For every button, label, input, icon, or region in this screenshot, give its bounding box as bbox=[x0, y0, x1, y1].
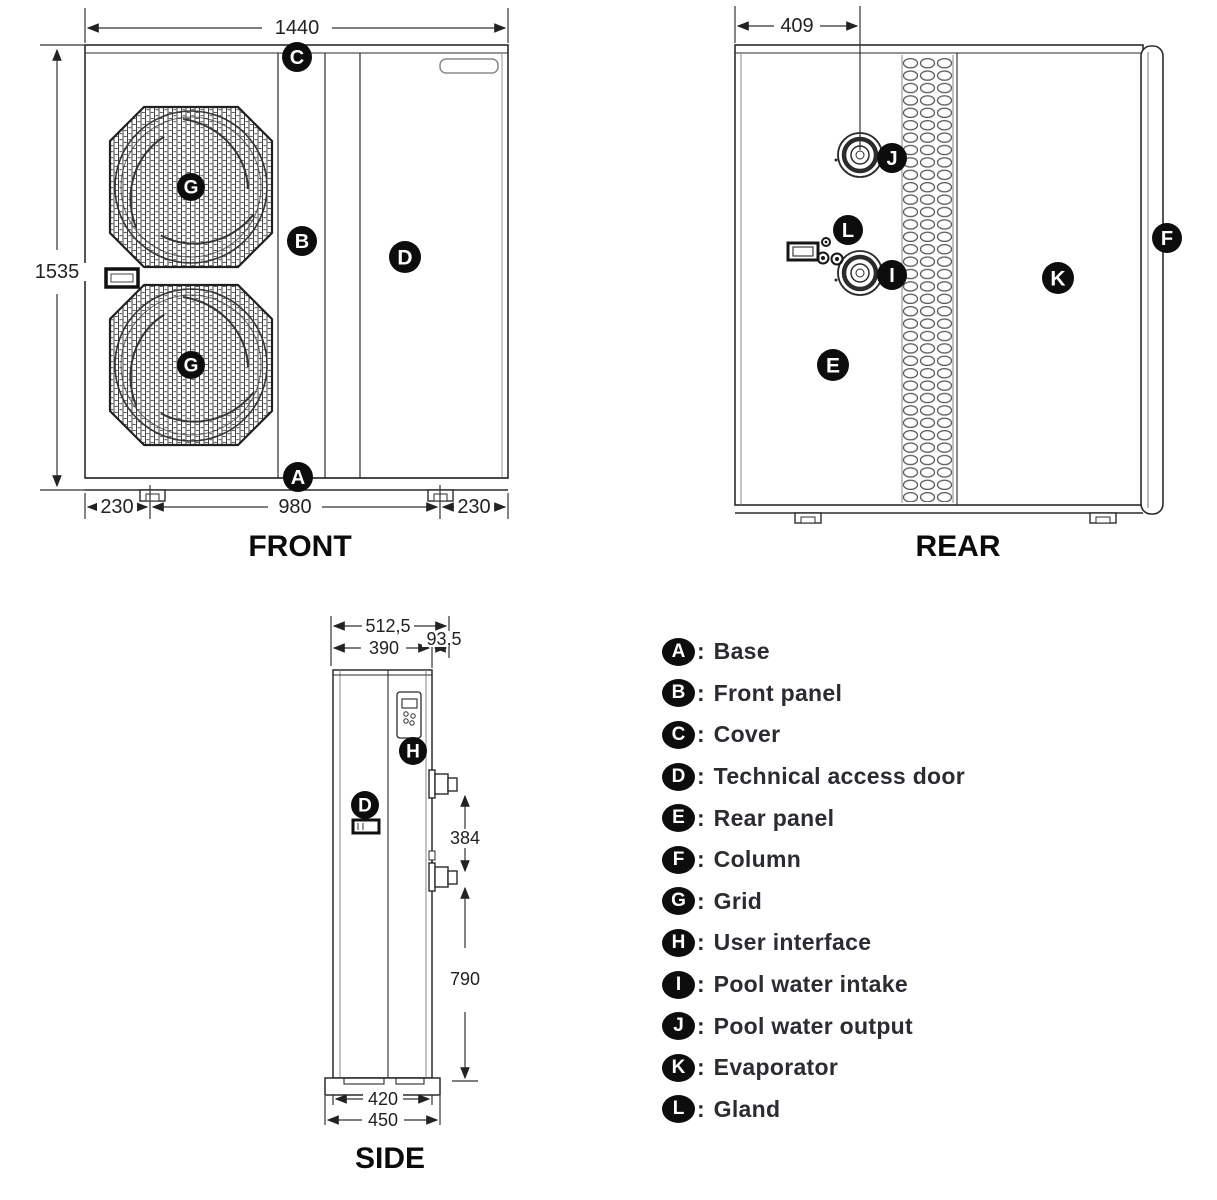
svg-text:D: D bbox=[397, 246, 413, 270]
legend-item-column bbox=[662, 839, 965, 881]
legend-item-front-panel bbox=[662, 673, 965, 715]
legend-label: Rear panel bbox=[713, 804, 835, 831]
legend-label: Pool water intake bbox=[713, 971, 908, 998]
legend-separator: : bbox=[697, 846, 705, 873]
legend-badge: J bbox=[662, 1012, 695, 1040]
svg-text:K: K bbox=[1050, 267, 1066, 291]
front-dim-foot-right: 230 bbox=[457, 496, 491, 518]
legend-label: Technical access door bbox=[713, 763, 965, 790]
legend-separator: : bbox=[697, 763, 705, 790]
door-handle bbox=[440, 59, 498, 73]
legend-separator: : bbox=[697, 679, 705, 706]
front-view bbox=[0, 0, 560, 578]
legend-separator: : bbox=[697, 929, 705, 956]
side-dim-port-spacing-value: 384 bbox=[449, 828, 481, 848]
legend-label: Front panel bbox=[713, 679, 843, 706]
legend-item-cover bbox=[662, 714, 965, 756]
vent-grille bbox=[902, 55, 953, 503]
svg-text:G: G bbox=[183, 177, 199, 199]
badge-grid-bottom bbox=[177, 351, 205, 379]
badge-evaporator bbox=[1042, 262, 1074, 294]
legend-item-base bbox=[662, 631, 965, 673]
legend-separator: : bbox=[697, 1054, 705, 1081]
front-dim-height-value: 1535 bbox=[34, 261, 80, 283]
svg-text:H: H bbox=[406, 741, 420, 763]
legend-item-gland bbox=[662, 1089, 965, 1131]
badge-front-panel bbox=[287, 226, 317, 256]
rear-caption: REAR bbox=[915, 530, 1001, 563]
legend-label: Gland bbox=[713, 1095, 781, 1122]
legend-badge: E bbox=[662, 804, 695, 832]
legend-badge: H bbox=[662, 929, 695, 957]
badge-column bbox=[1152, 223, 1182, 253]
badge-base bbox=[283, 462, 313, 492]
svg-text:E: E bbox=[825, 354, 841, 378]
front-dim-width-value: 1440 bbox=[274, 17, 320, 39]
legend-item-water-output bbox=[662, 1005, 965, 1047]
badge-water-intake bbox=[877, 260, 907, 290]
svg-text:I: I bbox=[889, 265, 895, 287]
legend-separator: : bbox=[697, 1012, 705, 1039]
side-dim-port-height-value: 790 bbox=[449, 969, 481, 989]
side-dim-base-overall: 450 bbox=[367, 1110, 399, 1130]
legend-label: Cover bbox=[713, 721, 781, 748]
side-view bbox=[300, 608, 570, 1200]
svg-text:A: A bbox=[290, 467, 306, 489]
svg-text:L: L bbox=[841, 220, 855, 242]
svg-text:B: B bbox=[294, 231, 310, 253]
rear-column bbox=[1141, 46, 1163, 514]
legend-badge: F bbox=[662, 846, 695, 874]
badge-grid-top bbox=[177, 173, 205, 201]
legend-badge: D bbox=[662, 763, 695, 791]
legend-badge: L bbox=[662, 1095, 695, 1123]
rear-feet bbox=[795, 513, 1116, 523]
legend bbox=[662, 631, 965, 1130]
name-plate bbox=[106, 269, 138, 287]
side-caption: SIDE bbox=[354, 1142, 426, 1175]
legend-item-rear-panel bbox=[662, 797, 965, 839]
side-dim-depth-overall: 512,5 bbox=[365, 616, 411, 636]
svg-text:G: G bbox=[183, 355, 199, 377]
legend-item-grid bbox=[662, 881, 965, 923]
badge-gland bbox=[833, 215, 863, 245]
svg-text:C: C bbox=[289, 47, 305, 69]
legend-label: User interface bbox=[713, 929, 872, 956]
legend-item-door bbox=[662, 756, 965, 798]
legend-item-water-intake bbox=[662, 964, 965, 1006]
side-dim-base-width: 420 bbox=[367, 1089, 399, 1109]
legend-item-evaporator bbox=[662, 1047, 965, 1089]
badge-water-output bbox=[877, 143, 907, 173]
legend-separator: : bbox=[697, 804, 705, 831]
front-caption: FRONT bbox=[248, 530, 352, 563]
legend-separator: : bbox=[697, 887, 705, 914]
badge-cover bbox=[282, 42, 312, 72]
badge-door bbox=[389, 241, 421, 273]
front-dim-foot-left: 230 bbox=[100, 496, 134, 518]
legend-label: Pool water output bbox=[713, 1012, 913, 1039]
legend-badge: G bbox=[662, 887, 695, 915]
side-port-upper bbox=[429, 770, 457, 798]
badge-user-interface bbox=[399, 737, 427, 765]
legend-separator: : bbox=[697, 971, 705, 998]
legend-badge: C bbox=[662, 721, 695, 749]
side-dim-depth-body: 390 bbox=[368, 638, 400, 658]
legend-label: Evaporator bbox=[713, 1054, 839, 1081]
legend-badge: A bbox=[662, 638, 695, 666]
legend-separator: : bbox=[697, 1095, 705, 1122]
legend-item-user-interface bbox=[662, 922, 965, 964]
svg-text:J: J bbox=[886, 148, 898, 170]
front-dim-foot-span: 980 bbox=[278, 496, 312, 518]
badge-rear-panel bbox=[817, 349, 849, 381]
svg-text:F: F bbox=[1160, 228, 1174, 250]
legend-badge: I bbox=[662, 971, 695, 999]
legend-label: Base bbox=[713, 638, 770, 665]
side-door-plate bbox=[353, 820, 379, 833]
side-port-lower bbox=[429, 851, 457, 891]
legend-separator: : bbox=[697, 721, 705, 748]
rear-dim-offset-value: 409 bbox=[780, 15, 814, 37]
legend-badge: B bbox=[662, 679, 695, 707]
legend-label: Grid bbox=[713, 887, 763, 914]
side-cabinet-outline bbox=[333, 670, 432, 1078]
side-dim-depth-offset: 93,5 bbox=[426, 629, 462, 649]
legend-badge: K bbox=[662, 1054, 695, 1082]
rear-view bbox=[700, 0, 1217, 578]
badge-side-door bbox=[351, 791, 379, 819]
legend-separator: : bbox=[697, 638, 705, 665]
svg-text:D: D bbox=[358, 795, 372, 817]
legend-label: Column bbox=[713, 846, 802, 873]
